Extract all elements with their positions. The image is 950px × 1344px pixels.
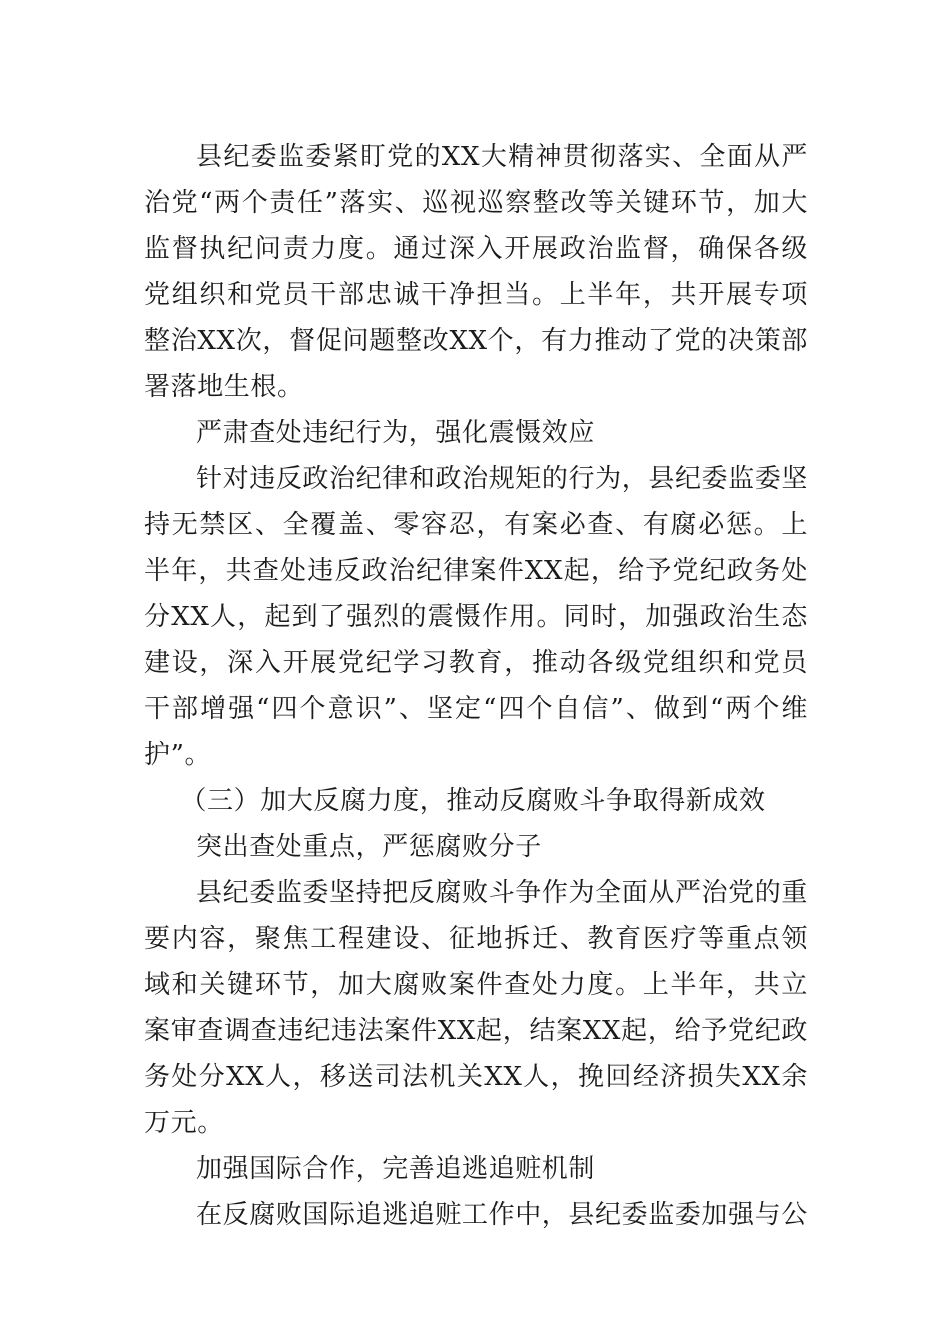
paragraph-discipline: 针对违反政治纪律和政治规矩的行为，县纪委监委坚持无禁区、全覆盖、零容忍，有案必查、有腐必惩。上半年，共查处违反政治纪律案件XX起，给予党纪政务处分XX人，起到了强烈的震慑作用。同时，加强政治生态建设，深入开展党纪学习教育，推动各级党组织和党员干部增强“四个意识”、坚定“四个自信”、做到“两个维护”。 — [144, 464, 808, 770]
section-title-anticorruption: （三）加大反腐力度，推动反腐败斗争取得新成效 — [180, 786, 766, 816]
heading-international: 加强国际合作，完善追逃追赃机制 — [196, 1154, 596, 1184]
heading-key-cases: 突出查处重点，严惩腐败分子 — [196, 832, 542, 862]
paragraph-key-cases: 县纪委监委坚持把反腐败斗争作为全面从严治党的重要内容，聚焦工程建设、征地拆迁、教育医疗等重点领域和关键环节，加大腐败案件查处力度。上半年，共立案审查调查违纪违法案件XX起，结案XX起，给予党纪政务处分XX人，移送司法机关XX人，挽回经济损失XX余万元。 — [144, 878, 808, 1138]
paragraph-international: 在反腐败国际追逃追赃工作中，县纪委监委加强与公 — [196, 1200, 808, 1230]
heading-discipline: 严肃查处违纪行为，强化震慑效应 — [196, 418, 596, 448]
document-body — [144, 134, 808, 1238]
paragraph-supervision: 县纪委监委紧盯党的XX大精神贯彻落实、全面从严治党“两个责任”落实、巡视巡察整改等关键环节，加大监督执纪问责力度。通过深入开展政治监督，确保各级党组织和党员干部忠诚干净担当。上半年，共开展专项整治XX次，督促问题整改XX个，有力推动了党的决策部署落地生根。 — [144, 142, 808, 402]
